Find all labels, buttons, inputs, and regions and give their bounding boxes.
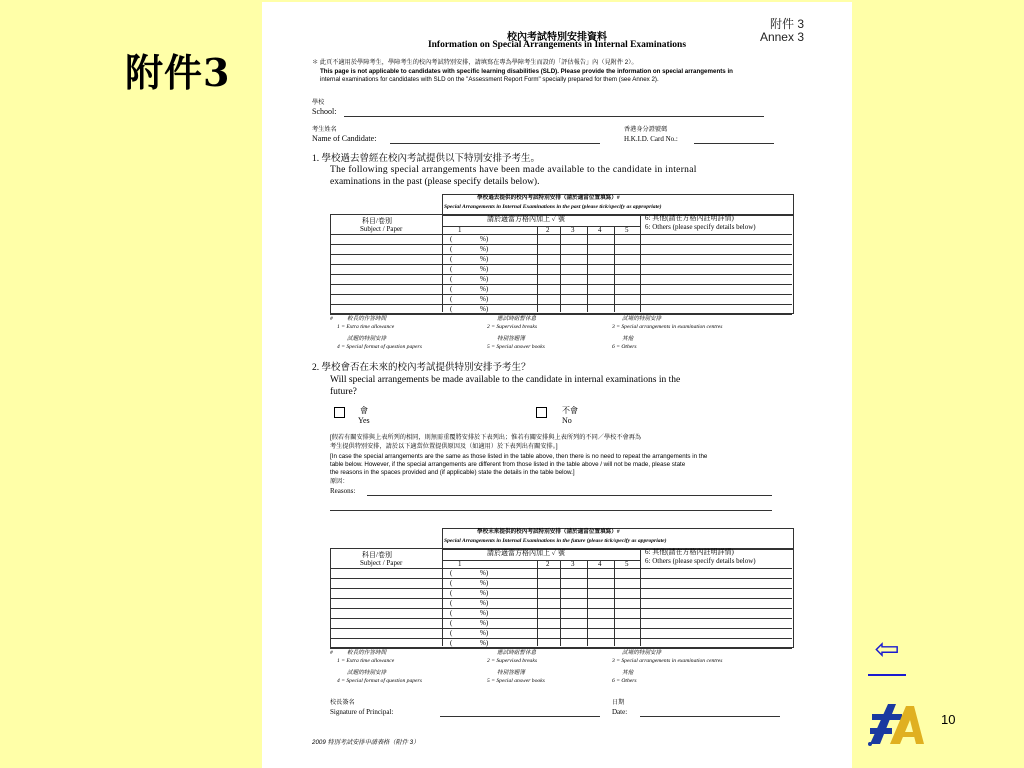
table-row[interactable]: [330, 648, 792, 649]
date-label-zh: 日期: [612, 699, 625, 706]
table-past-header-en: Special Arrangements in Internal Examinations in the past (please tick/specify as appropriate): [444, 204, 662, 210]
legend-item-en: 2 = Supervised breaks: [487, 324, 538, 330]
q1-en-1: The following special arrangements have been made available to the candidate in internal: [330, 165, 697, 175]
others-label-zh-2: 6: 其他(請在方格內註明詳情): [645, 548, 734, 556]
table-future-col: [587, 560, 588, 646]
percent-paren: (: [450, 245, 453, 253]
percent-cell: %): [480, 569, 489, 577]
percent-paren: (: [450, 275, 453, 283]
hkid-label-en: H.K.I.D. Card No.:: [624, 135, 678, 143]
percent-paren: (: [450, 255, 453, 263]
no-label-zh: 不會: [562, 406, 578, 415]
table-future-header-en: Special Arrangements in Internal Examinations in the future (please tick/specify as appropriate): [444, 538, 667, 544]
percent-paren: (: [450, 599, 453, 607]
explain-zh-1: [假若有關安排與上表所列的相同，則無需重覆將安排於下表列出；惟若有關安排與上表所列的不同／學校不會再為: [330, 434, 642, 441]
q2-zh: 2. 學校會否在未來的校內考試提供特別安排予考生？: [312, 363, 531, 373]
table-row[interactable]: [330, 304, 792, 305]
percent-cell: %): [480, 295, 489, 303]
legend-item-en: 3 = Special arrangements in examination centres: [612, 658, 723, 664]
col-4-b: 4: [598, 560, 602, 568]
percent-cell: %): [480, 305, 489, 313]
col-2: 2: [546, 226, 550, 234]
legend-item-en: 4 = Special format of question papers: [337, 678, 422, 684]
yes-label-zh: 會: [360, 406, 368, 415]
legend-item-en: 4 = Special format of question papers: [337, 344, 422, 350]
legend-item-zh: 特別答題簿: [497, 336, 525, 342]
col-2-b: 2: [546, 560, 550, 568]
legend-item-zh: 試題的特別安排: [347, 336, 387, 342]
percent-cell: %): [480, 589, 489, 597]
subject-label-zh: 科目/卷別: [362, 217, 392, 225]
table-past-divider: [442, 214, 443, 312]
yes-checkbox[interactable]: [334, 407, 345, 418]
percent-cell: %): [480, 235, 489, 243]
table-past-header-zh: 學校過去提供的校內考試特別安排（請於適當位置填寫）#: [477, 195, 620, 201]
percent-cell: %): [480, 265, 489, 273]
table-future-header-zh: 學校未來提供的校內考試特別安排（請於適當位置填寫）#: [477, 529, 620, 535]
col-4: 4: [598, 226, 602, 234]
percent-cell: %): [480, 579, 489, 587]
percent-cell: %): [480, 245, 489, 253]
legend-item-en: 2 = Supervised breaks: [487, 658, 538, 664]
percent-paren: (: [450, 579, 453, 587]
name-label-zh: 考生姓名: [312, 126, 337, 133]
q2-en-1: Will special arrangements be made available to the candidate in internal examinations in the: [330, 375, 681, 385]
hkid-label-zh: 香港身分證號碼: [624, 126, 668, 133]
table-future-divider: [442, 548, 443, 646]
doc-title-en: Information on Special Arrangements in Internal Examinations: [427, 40, 687, 50]
school-label-zh: 學校: [312, 99, 325, 106]
legend-item-zh: 試題的特別安排: [347, 670, 387, 676]
reasons-label-en: Reasons:: [330, 487, 356, 495]
percent-paren: (: [450, 619, 453, 627]
percent-cell: %): [480, 255, 489, 263]
percent-paren: (: [450, 609, 453, 617]
date-label-en: Date:: [612, 708, 628, 716]
percent-cell: %): [480, 619, 489, 627]
note-en-2: internal examinations for candidates with SLD on the "Assessment Report Form" specially prepared for them (see Annex 2).: [320, 76, 659, 83]
table-row[interactable]: [330, 254, 792, 255]
page-number: 10: [941, 712, 956, 727]
annex-label-en: Annex 3: [759, 30, 804, 44]
signature-label-zh: 校長簽名: [330, 699, 355, 706]
legend-item-en: 1 = Extra time allowance: [337, 658, 395, 664]
table-row[interactable]: [330, 638, 792, 639]
no-label-en: No: [562, 416, 572, 425]
explain-zh-2: 考生提供特別安排，請於以下適當位置提供原因及（如適用）於下表列出有關安排。]: [330, 443, 558, 450]
table-past-col: [560, 226, 561, 312]
legend-item-zh: 其他: [622, 670, 634, 676]
percent-paren: (: [450, 285, 453, 293]
name-field[interactable]: [390, 143, 600, 144]
note-zh: ＊ 此頁不適用於學障考生，學障考生的校內考試特別安排，請填寫在專為學障考生而設的「評估報告」內（見附件 2）。: [312, 59, 638, 66]
percent-cell: %): [480, 639, 489, 647]
q1-en-2: examinations in the past (please specify details below).: [330, 177, 540, 187]
q1-zh: 1. 學校過去曾經在校內考試提供以下特別安排予考生。: [312, 154, 541, 164]
explain-en-1: [In case the special arrangements are the same as those listed in the table above, then there is no need to repeat the arrangements in the: [330, 453, 708, 460]
legend-item-en: 3 = Special arrangements in examination centres: [612, 324, 723, 330]
signature-field[interactable]: [440, 716, 600, 717]
explain-en-2: table below. However, if the special arrangements are different from those listed in the table above / will not be made, please state: [330, 461, 686, 468]
table-future-rule: [442, 560, 640, 561]
percent-cell: %): [480, 599, 489, 607]
back-arrow-icon[interactable]: ⇦: [868, 632, 906, 676]
table-row[interactable]: [330, 588, 792, 589]
percent-paren: (: [450, 569, 453, 577]
doc-title-zh: 校內考試特別安排資料: [507, 32, 607, 43]
table-row[interactable]: [330, 608, 792, 609]
percent-paren: (: [450, 265, 453, 273]
others-label-zh: 6: 其他(請在方格內註明詳情): [645, 214, 734, 222]
table-past-col: [587, 226, 588, 312]
legend-item-zh: 試場的特別安排: [622, 650, 662, 656]
yes-label-en: Yes: [358, 416, 370, 425]
table-row[interactable]: [330, 294, 792, 295]
table-row[interactable]: [330, 274, 792, 275]
percent-paren: (: [450, 295, 453, 303]
legend-item-en: 1 = Extra time allowance: [337, 324, 395, 330]
col-5: 5: [625, 226, 629, 234]
legend-hash: #: [330, 316, 333, 322]
percent-cell: %): [480, 275, 489, 283]
legend-item-en: 5 = Special answer books: [487, 678, 545, 684]
legend-item-zh: 較長的作答時間: [347, 316, 387, 322]
legend-item-zh: 特別答題簿: [497, 670, 525, 676]
subject-label-en-2: Subject / Paper: [360, 559, 403, 567]
legend-item-zh: 應試時組暫休息: [497, 316, 537, 322]
percent-cell: %): [480, 285, 489, 293]
table-future-col: [640, 548, 641, 646]
no-checkbox[interactable]: [536, 407, 547, 418]
signature-label-en: Signature of Principal:: [330, 708, 394, 716]
table-row[interactable]: [330, 618, 792, 619]
date-field[interactable]: [640, 716, 780, 717]
table-row[interactable]: [330, 314, 792, 315]
explain-en-3: the reasons in the spaces provided and (if applicable) state the details in the table below.]: [330, 469, 575, 476]
table-past-col: [537, 226, 538, 312]
annex-label-zh: 附件 3: [769, 17, 804, 31]
legend-item-zh: 其他: [622, 336, 634, 342]
table-row[interactable]: [330, 578, 792, 579]
table-row[interactable]: [330, 284, 792, 285]
percent-paren: (: [450, 235, 453, 243]
table-future-col: [537, 560, 538, 646]
col-1-b: 1: [458, 560, 462, 568]
table-row[interactable]: [330, 244, 792, 245]
percent-paren: (: [450, 629, 453, 637]
table-past-col: [640, 214, 641, 312]
others-label-en-2: 6: Others (please specify details below): [645, 557, 756, 565]
table-past-rule: [442, 226, 640, 227]
subject-label-en: Subject / Paper: [360, 225, 403, 233]
table-past-col: [614, 226, 615, 312]
percent-cell: %): [480, 629, 489, 637]
table-row[interactable]: [330, 264, 792, 265]
reasons-field[interactable]: [367, 495, 772, 496]
name-label-en: Name of Candidate:: [312, 134, 377, 143]
tick-instruction-2: 請於適當方格內加上 ✓ 號: [487, 549, 566, 557]
col-3-b: 3: [571, 560, 575, 568]
slide-title: 附件3: [125, 50, 231, 95]
tick-instruction: 請於適當方格內加上 ✓ 號: [487, 215, 566, 223]
legend-item-en: 6 = Others: [612, 344, 637, 350]
table-future-col: [560, 560, 561, 646]
doc-footer: 2009 特別考試安排申請表格（附件 3）: [312, 739, 420, 746]
legend-item-zh: 較長的作答時間: [347, 650, 387, 656]
annex-document: [262, 2, 852, 768]
table-row[interactable]: [330, 598, 792, 599]
table-future-rule: [330, 568, 792, 569]
reasons-label-zh: 原因：: [330, 478, 349, 485]
legend-item-en: 6 = Others: [612, 678, 637, 684]
q2-en-2: future?: [330, 387, 357, 397]
legend-item-zh: 試場的特別安排: [622, 316, 662, 322]
legend-item-en: 5 = Special answer books: [487, 344, 545, 350]
note-en-1: This page is not applicable to candidates with specific learning disabilities (SLD). Please provide the information on special arrangements in: [320, 68, 733, 75]
percent-paren: (: [450, 589, 453, 597]
percent-paren: (: [450, 639, 453, 647]
legend-item-zh: 應試時組暫休息: [497, 650, 537, 656]
table-future-col: [614, 560, 615, 646]
reasons-field-2[interactable]: [330, 510, 772, 511]
hkid-field[interactable]: [694, 143, 774, 144]
eaa-logo: [866, 698, 928, 748]
col-3: 3: [571, 226, 575, 234]
percent-paren: (: [450, 305, 453, 313]
table-past-rule: [330, 234, 792, 235]
school-field[interactable]: [344, 116, 764, 117]
subject-label-zh-2: 科目/卷別: [362, 551, 392, 559]
school-label-en: School:: [312, 107, 337, 116]
legend-hash: #: [330, 650, 333, 656]
col-1: 1: [458, 226, 462, 234]
others-label-en: 6: Others (please specify details below): [645, 223, 756, 231]
table-row[interactable]: [330, 628, 792, 629]
col-5-b: 5: [625, 560, 629, 568]
percent-cell: %): [480, 609, 489, 617]
